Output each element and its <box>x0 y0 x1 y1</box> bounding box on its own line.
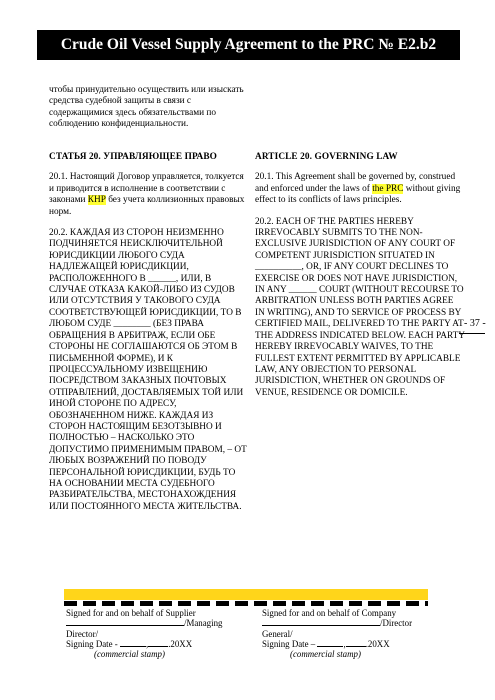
company-title: General/ <box>262 628 293 639</box>
right-article-20 <box>255 152 465 399</box>
supplier-signature-block <box>66 608 246 659</box>
signature-divider-stripe <box>64 589 428 600</box>
article-heading-en: ARTICLE 20. GOVERNING LAW <box>255 152 398 162</box>
page-number-rule <box>459 333 485 334</box>
supplier-signature-line: /Managing <box>66 618 246 628</box>
clause-20-1-ru: 20.1. Настоящий Договор управляется, толкуется и приводится в исполнение в соответствии с законами КНР без учета коллизионных правовых норм. <box>49 172 245 217</box>
page-number: - 37 - <box>464 318 486 329</box>
company-signature-label: Signed for and on behalf of Company <box>262 608 397 618</box>
signature-divider-dashes <box>64 601 428 606</box>
company-signing-date: Signing Date – , .20XX <box>262 638 390 649</box>
document-title-banner <box>37 30 460 60</box>
clause-20-2-ru: 20.2. КАЖДАЯ ИЗ СТОРОН НЕИЗМЕННО ПОДЧИНЯЕТСЯ НЕИСКЛЮЧИТЕЛЬНОЙ ЮРИСДИКЦИИ ЛЮБОГО СУДА НАДЛЕЖАЩЕЙ ЮРИСДИКЦИИ, РАСПОЛОЖЕННОГО В ______, ИЛИ, В СЛУЧАЕ ОТКАЗА КАКОЙ-ЛИБО ИЗ СУДОВ ИЛИ ОТСУТСТВИЯ У ТАКОВОГО СУДА СООТВЕТСТВУЮЩЕЙ ЮРИСДИКЦИИ, ТО В ЛЮБОМ СУДЕ ________ (БЕЗ ПРАВА ОБРАЩЕНИЯ В АРБИТРАЖ, ЕСЛИ ОБЕ СТОРОНЫ НЕ СОГЛАШАЮТСЯ ОБ ЭТОМ В ПИСЬМЕННОЙ ФОРМЕ), И К ПРОЦЕССУАЛЬНОМУ ИЗВЕЩЕНИЮ ПОСРЕДСТВОМ ЗАКАЗНЫХ ПОЧТОВЫХ ОТПРАВЛЕНИЙ, ДОСТАВЛЯЕМЫХ ТОЙ ИЛИ ИНОЙ СТОРОНЕ ПО АДРЕСУ, ОБОЗНАЧЕННОМ НИЖЕ. КАЖДАЯ ИЗ СТОРОН НАСТОЯЩИМ БЕЗОТЗЫВНО И ПОЛНОСТЬЮ – НАСКОЛЬКО ЭТО ДОПУСТИМО ПРИМЕНИМЫМ ПРАВОМ, – ОТ ЛЮБЫХ ВОЗРАЖЕНИЙ ПО ПОВОДУ ПЕРСОНАЛЬНОЙ ЮРИСДИКЦИИ, БУДЬ ТО НА ОСНОВАНИИ МЕСТА СУДЕБНОГО РАЗБИРАТЕЛЬСТВА, МЕСТОНАХОЖДЕНИЯ ИЛИ ПОСТОЯННОГО МЕСТА ЖИТЕЛЬСТВА. <box>49 228 247 512</box>
highlighted-term: КНР <box>87 195 106 206</box>
left-article-20 <box>49 152 249 513</box>
supplier-signing-date: Signing Date - , .20XX <box>66 638 193 649</box>
company-stamp-note: (commercial stamp) <box>290 649 361 660</box>
article-heading-ru: СТАТЬЯ 20. УПРАВЛЯЮЩЕЕ ПРАВО <box>49 152 217 162</box>
document-title: Crude Oil Vessel Supply Agreement to the PRC № E2.b2 <box>60 36 437 53</box>
company-signature-block <box>262 608 442 659</box>
intro-paragraph-ru: чтобы принудительно осуществить или изыскать средства судебной защиты в связи с содержащимися здесь обязательствами по соблюдению конфиденциальности. <box>49 85 244 130</box>
clause-20-2-en: 20.2. EACH OF THE PARTIES HEREBY IRREVOCABLY SUBMITS TO THE NON-EXCLUSIVE JURISDICTION OF ANY COURT OF COMPETENT JURISDICTION SITUATED IN __________, OR, IF ANY COURT DECLINES TO EXERCISE OR DOES NOT HAVE JURISDICTION, IN ANY ______ COURT (WITHOUT RECOURSE TO ARBITRATION UNLESS BOTH PARTIES AGREE IN WRITING), AND TO SERVICE OF PROCESS BY CERTIFIED MAIL, DELIVERED TO THE PARTY AT THE ADDRESS INDICATED BELOW. EACH PARTY HEREBY IRREVOCABLY WAIVES, TO THE FULLEST EXTENT PERMITTED BY APPLICABLE LAW, ANY OBJECTION TO PERSONAL JURISDICTION, WHETHER ON GROUNDS OF VENUE, RESIDENCE OR DOMICILE. <box>255 216 465 398</box>
highlighted-term: the PRC <box>372 183 404 194</box>
left-column <box>49 85 249 131</box>
clause-20-1-en: 20.1. This Agreement shall be governed by, construed and enforced under the laws of the PRC without giving effect to its conflicts of laws principles. <box>255 172 461 206</box>
supplier-title: Director/ <box>66 628 99 639</box>
company-signature-line: /Director <box>262 618 442 628</box>
supplier-stamp-note: (commercial stamp) <box>94 649 165 660</box>
supplier-signature-label: Signed for and on behalf of Supplier <box>66 608 196 618</box>
